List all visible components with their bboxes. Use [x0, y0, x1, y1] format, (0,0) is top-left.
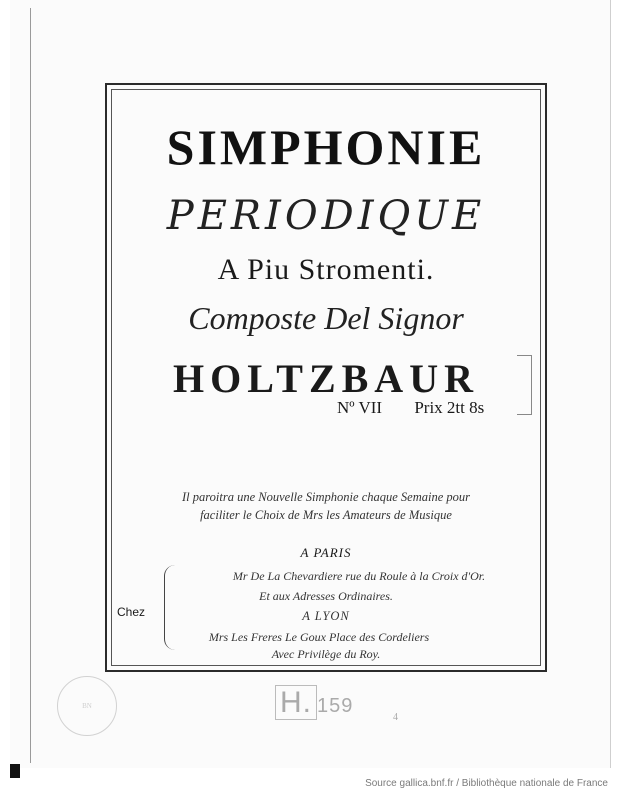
number-and-price	[337, 398, 512, 418]
page-edge-line	[30, 8, 31, 763]
city-paris: A PARIS	[300, 545, 352, 560]
corner-marker	[10, 764, 20, 778]
score-title-page	[10, 0, 611, 768]
shelfmark	[275, 686, 353, 720]
shelfmark-letter: H.	[275, 685, 317, 720]
title-cartouche-frame	[105, 83, 547, 672]
city-lyon: A LYON	[302, 609, 350, 623]
library-stamp-icon: BN	[57, 676, 117, 736]
title-composed-by: Composte Del Signor	[188, 300, 464, 336]
composer-name: HOLTZBAUR	[173, 356, 479, 401]
pencil-mark: 4	[393, 712, 398, 723]
price: Prix 2tt 8s	[414, 398, 485, 417]
publisher-address-paris: Mr De La Chevardiere rue du Roule à la Croix d'Or.	[232, 569, 486, 583]
title-periodique: PERIODIQUE	[166, 193, 486, 239]
publisher-address-lyon: Mrs Les Freres Le Goux Place des Cordeliers	[208, 630, 430, 644]
work-number: Nº VII	[337, 398, 383, 417]
publisher-address-ordinary: Et aux Adresses Ordinaires.	[259, 589, 393, 603]
notice-line-1: Il paroitra une Nouvelle Simphonie chaque Semaine pour	[181, 490, 471, 504]
royal-privilege: Avec Privilège du Roy.	[271, 647, 381, 661]
source-credit: Source gallica.bnf.fr / Bibliothèque nationale de France	[365, 778, 608, 789]
shelfmark-number: 159	[317, 695, 354, 717]
notice-line-2: faciliter le Choix de Mrs les Amateurs de Musique	[200, 508, 452, 522]
chez-label: Chez	[117, 605, 146, 619]
composer-bracket	[517, 355, 532, 415]
title-instruments: A Piu Stromenti.	[217, 253, 435, 286]
title-simphonie: SIMPHONIE	[166, 119, 486, 175]
